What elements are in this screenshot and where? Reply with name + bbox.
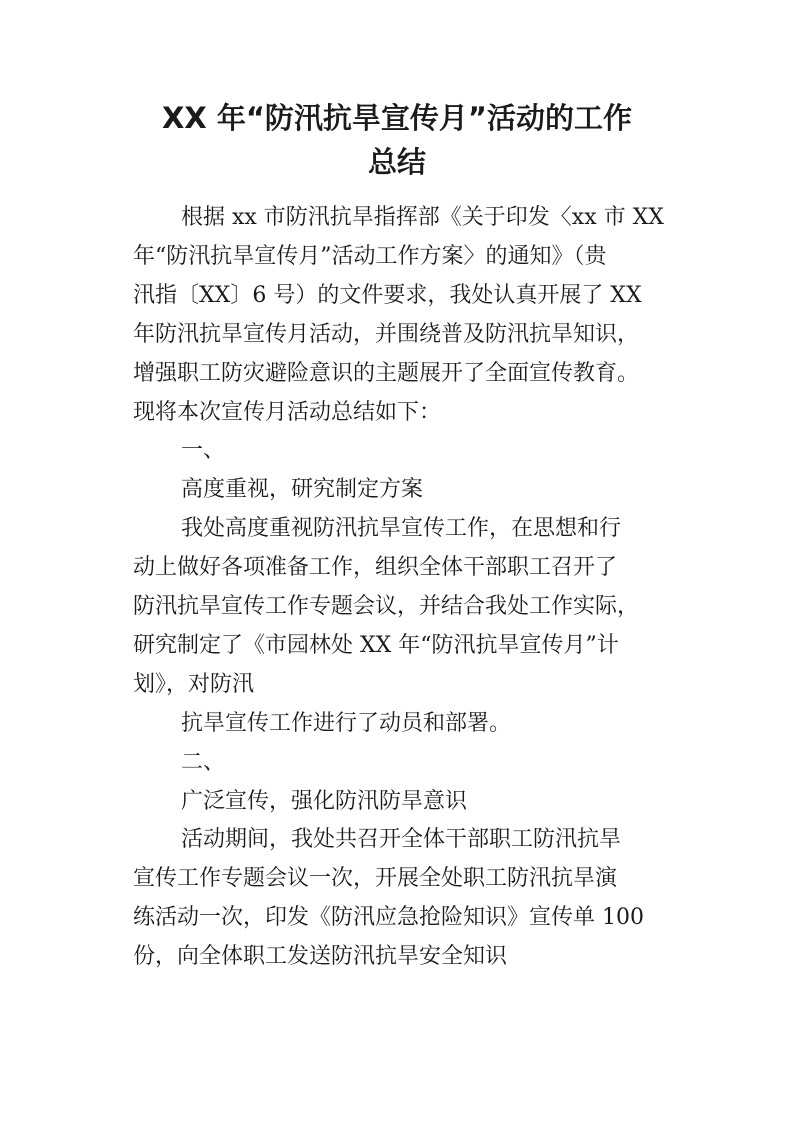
body-line: 增强职工防灾避险意识的主题展开了全面宣传教育。 [133, 361, 640, 386]
body-line: 研究制定了《市园林处 XX 年“防汛抗旱宣传月”计 [133, 633, 619, 658]
body-line: 汛指〔XX〕6 号）的文件要求，我处认真开展了 XX [133, 283, 642, 308]
document-title-line-1: XX 年“防汛抗旱宣传月”活动的工作 [162, 101, 632, 135]
body-line: 我处高度重视防汛抗旱宣传工作，在思想和行 [181, 516, 622, 541]
body-line: 高度重视，研究制定方案 [181, 477, 424, 502]
body-line: 年防汛抗旱宣传月活动，并围绕普及防汛抗旱知识， [133, 322, 640, 347]
body-line: 根据 xx 市防汛抗旱指挥部《关于印发〈xx 市 XX [181, 205, 664, 230]
body-line: 二、 [181, 750, 226, 775]
body-line: 宣传工作专题会议一次，开展全处职工防汛抗旱演 [133, 866, 618, 891]
body-line: 防汛抗旱宣传工作专题会议，并结合我处工作实际， [133, 594, 640, 619]
document-title-line-2: 总结 [367, 145, 426, 179]
body-line: 练活动一次，印发《防汛应急抢险知识》宣传单 100 [133, 905, 644, 930]
body-line: 一、 [181, 438, 226, 463]
body-line: 活动期间，我处共召开全体干部职工防汛抗旱 [181, 827, 622, 852]
body-line: 现将本次宣传月活动总结如下： [133, 400, 442, 425]
body-line: 抗旱宣传工作进行了动员和部署。 [181, 711, 512, 736]
body-line: 动上做好各项准备工作，组织全体干部职工召开了 [133, 555, 618, 580]
body-line: 广泛宣传，强化防汛防旱意识 [181, 789, 468, 814]
body-line: 份，向全体职工发送防汛抗旱安全知识 [133, 944, 508, 969]
body-line: 划》，对防汛 [133, 672, 255, 697]
body-line: 年“防汛抗旱宣传月”活动工作方案〉的通知》（贵 [133, 244, 607, 269]
